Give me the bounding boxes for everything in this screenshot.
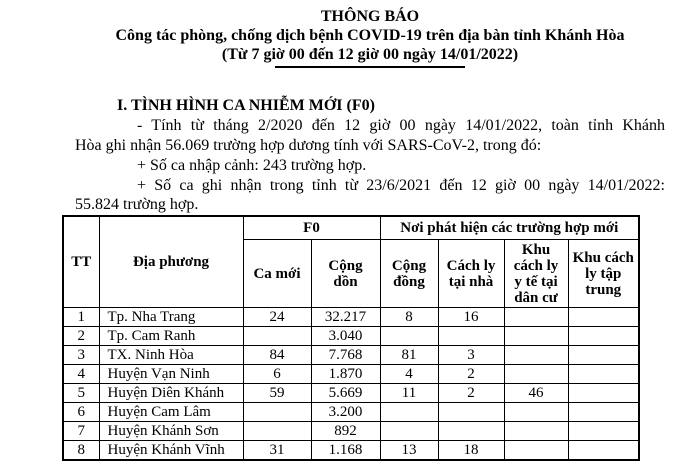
table-cell: Huyện Vạn Ninh	[99, 365, 243, 384]
col-header-tt: TT	[63, 216, 99, 308]
title-underline	[275, 66, 465, 68]
table-cell	[568, 327, 639, 346]
table-header-group-row	[63, 216, 639, 240]
table-cell: 7.768	[311, 346, 380, 365]
table-cell: 31	[243, 441, 311, 461]
table-cell	[243, 403, 311, 422]
table-cell: 32.217	[311, 308, 380, 327]
table-header	[63, 216, 639, 308]
table-cell	[438, 403, 504, 422]
section-heading: I. TÌNH HÌNH CA NHIỄM MỚI (F0)	[117, 97, 375, 114]
table-cell: 5	[63, 384, 99, 403]
table-cell: 8	[380, 308, 438, 327]
table-row	[63, 327, 639, 346]
table-cell	[568, 403, 639, 422]
table-row	[63, 308, 639, 327]
table-cell: 2	[63, 327, 99, 346]
col-header-cong-dong: Cộng đồng	[380, 240, 438, 308]
table-cell	[380, 422, 438, 441]
table-body	[63, 308, 639, 461]
table-cell	[380, 403, 438, 422]
table-cell: 81	[380, 346, 438, 365]
group-header-noi-phat-hien: Nơi phát hiện các trường hợp mới	[380, 216, 639, 240]
table-cell: 18	[438, 441, 504, 461]
table-cell: Tp. Nha Trang	[99, 308, 243, 327]
table-cell: 3	[438, 346, 504, 365]
col-header-khu-cach-ly-tap-trung: Khu cách ly tập trung	[568, 240, 639, 308]
table-cell: 1	[63, 308, 99, 327]
table-cell	[568, 308, 639, 327]
body-line: + Số ca ghi nhận trong tỉnh từ 23/6/2021 đến 12 giờ 00 ngày 14/01/2022:	[137, 177, 665, 194]
col-header-ca-moi: Ca mới	[243, 240, 311, 308]
table-cell: 3.040	[311, 327, 380, 346]
table-cell: 84	[243, 346, 311, 365]
table-cell: Huyện Cam Lâm	[99, 403, 243, 422]
table-cell	[504, 422, 568, 441]
document-body	[75, 97, 665, 213]
table-cell: 46	[504, 384, 568, 403]
table-cell: 7	[63, 422, 99, 441]
table-row	[63, 441, 639, 461]
table-cell: 4	[63, 365, 99, 384]
table-cell: 2	[438, 384, 504, 403]
table-cell: TX. Ninh Hòa	[99, 346, 243, 365]
table-cell: 13	[380, 441, 438, 461]
table-cell: Huyện Diên Khánh	[99, 384, 243, 403]
body-line: Hòa ghi nhận 56.069 trường hợp dương tính với SARS-CoV-2, trong đó:	[75, 137, 542, 154]
table-cell	[568, 422, 639, 441]
table-cell: 6	[63, 403, 99, 422]
table-row	[63, 422, 639, 441]
table-cell: 892	[311, 422, 380, 441]
table-cell: 8	[63, 441, 99, 461]
col-header-cach-ly-tai-nha: Cách ly tại nhà	[438, 240, 504, 308]
table-cell: 4	[380, 365, 438, 384]
body-line: + Số ca nhập cảnh: 243 trường hợp.	[137, 157, 367, 174]
table-cell	[243, 327, 311, 346]
table-cell: Huyện Khánh Sơn	[99, 422, 243, 441]
table-cell	[504, 365, 568, 384]
table-cell: Tp. Cam Ranh	[99, 327, 243, 346]
col-header-dia-phuong: Địa phương	[99, 216, 243, 308]
table-cell: 2	[438, 365, 504, 384]
document-subtitle: Công tác phòng, chống dịch bệnh COVID-19 trên địa bàn tỉnh Khánh Hòa	[115, 27, 625, 44]
table-cell: 3	[63, 346, 99, 365]
table-cell	[568, 365, 639, 384]
table-cell: 11	[380, 384, 438, 403]
document-time-range: (Từ 7 giờ 00 đến 12 giờ 00 ngày 14/01/2022)	[221, 46, 519, 63]
table-cell	[504, 403, 568, 422]
col-header-cong-don: Cộng dồn	[311, 240, 380, 308]
body-line: - Tính từ tháng 2/2020 đến 12 giờ 00 ngày 14/01/2022, toàn tỉnh Khánh	[137, 117, 665, 134]
table-row	[63, 403, 639, 422]
table-cell	[504, 308, 568, 327]
table-cell	[568, 441, 639, 461]
body-lines	[75, 116, 665, 213]
table-cell: 1.870	[311, 365, 380, 384]
table-cell	[504, 327, 568, 346]
table-cell	[568, 384, 639, 403]
table-cell: 6	[243, 365, 311, 384]
table-cell	[504, 346, 568, 365]
table-row	[63, 346, 639, 365]
document-header	[0, 0, 680, 68]
table-cell	[504, 441, 568, 461]
col-header-khu-cach-ly-y-te: Khu cách ly y tế tại dân cư	[504, 240, 568, 308]
table-cell: 1.168	[311, 441, 380, 461]
table-cell: 3.200	[311, 403, 380, 422]
table-cell: 24	[243, 308, 311, 327]
covid-cases-table	[62, 215, 640, 461]
table-cell	[438, 327, 504, 346]
table-cell	[438, 422, 504, 441]
table-cell	[380, 327, 438, 346]
table-cell: 5.669	[311, 384, 380, 403]
table-cell: Huyện Khánh Vĩnh	[99, 441, 243, 461]
table-cell: 16	[438, 308, 504, 327]
table-row	[63, 365, 639, 384]
document-title: THÔNG BÁO	[320, 8, 420, 25]
table-cell	[568, 346, 639, 365]
table-row	[63, 384, 639, 403]
table-cell	[243, 422, 311, 441]
body-line: 55.824 trường hợp.	[75, 196, 199, 213]
table-cell: 59	[243, 384, 311, 403]
group-header-f0: F0	[243, 216, 380, 240]
